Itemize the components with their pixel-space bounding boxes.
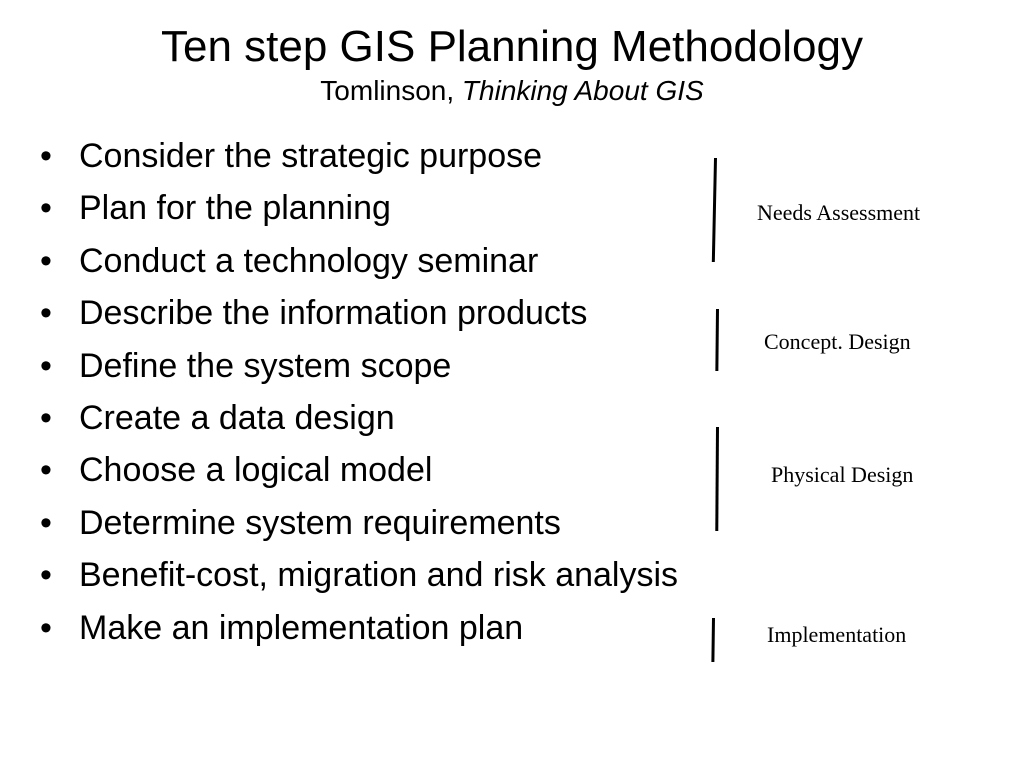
phase-bracket-needs-assessment xyxy=(712,158,717,262)
step-label: Define the system scope xyxy=(79,346,452,385)
bullet-icon: • xyxy=(40,241,52,280)
slide-title: Ten step GIS Planning Methodology xyxy=(160,22,863,71)
step-item xyxy=(40,497,678,549)
step-item xyxy=(40,602,678,654)
bullet-icon: • xyxy=(40,608,52,647)
step-item xyxy=(40,130,678,182)
bullet-icon: • xyxy=(40,503,52,542)
phase-bracket-concept-design xyxy=(715,309,719,371)
bullet-icon: • xyxy=(40,556,52,595)
bullet-icon: • xyxy=(40,189,52,228)
step-list xyxy=(40,130,678,654)
phase-label-physical-design: Physical Design xyxy=(771,462,914,487)
subtitle-author: Tomlinson, xyxy=(320,75,462,106)
bullet-icon: • xyxy=(40,294,52,333)
subtitle-book-title: Thinking About GIS xyxy=(461,75,704,106)
step-label: Create a data design xyxy=(79,398,395,437)
step-label: Choose a logical model xyxy=(79,451,433,490)
step-item xyxy=(40,392,678,444)
phase-bracket-physical-design xyxy=(715,427,719,531)
bullet-icon: • xyxy=(40,398,52,437)
step-label: Determine system requirements xyxy=(79,503,561,542)
step-label: Describe the information products xyxy=(79,294,588,333)
phase-label-concept-design: Concept. Design xyxy=(764,329,911,354)
step-item xyxy=(40,444,678,496)
step-item xyxy=(40,235,678,287)
step-item xyxy=(40,287,678,339)
step-item xyxy=(40,182,678,234)
step-item xyxy=(40,340,678,392)
phase-bracket-implementation xyxy=(711,618,715,662)
title-block xyxy=(0,18,1024,106)
step-label: Consider the strategic purpose xyxy=(79,137,543,175)
step-item xyxy=(40,549,678,601)
phase-label-needs-assessment: Needs Assessment xyxy=(757,200,921,225)
bullet-icon: • xyxy=(40,451,52,490)
step-label: Make an implementation plan xyxy=(79,608,524,647)
step-label: Benefit-cost, migration and risk analysis xyxy=(79,556,679,595)
bullet-icon: • xyxy=(40,137,52,175)
phase-label-implementation: Implementation xyxy=(767,622,907,647)
step-label: Conduct a technology seminar xyxy=(79,241,539,280)
bullet-icon: • xyxy=(40,346,52,385)
step-label: Plan for the planning xyxy=(79,189,391,228)
slide-subtitle xyxy=(0,76,1024,106)
